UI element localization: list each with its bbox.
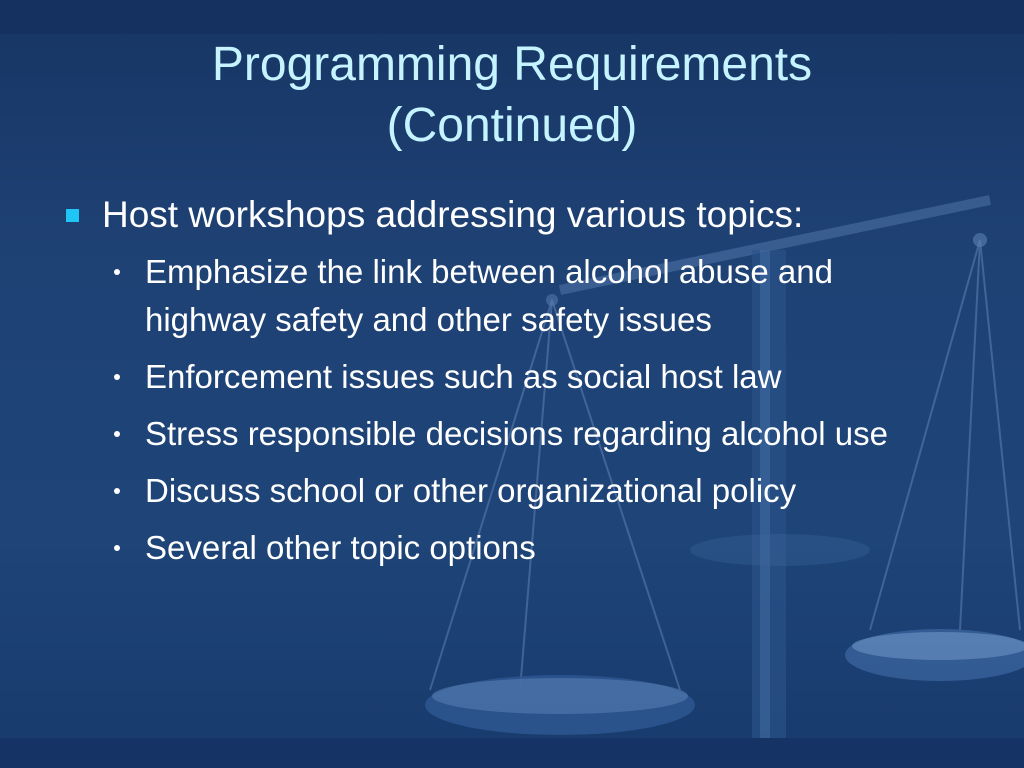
sub-bullet-list	[60, 248, 980, 572]
slide-title	[0, 34, 1024, 156]
slide-content	[60, 190, 980, 581]
sub-bullet-text: Several other topic options	[145, 529, 536, 566]
sub-bullet-text: Emphasize the link between alcohol abuse and highway safety and other safety issues	[145, 253, 833, 338]
main-bullet	[60, 190, 980, 240]
sub-bullet-text: Discuss school or other organizational policy	[145, 472, 797, 509]
round-bullet-icon	[114, 431, 120, 437]
round-bullet-icon	[114, 269, 120, 275]
sub-bullet	[60, 467, 955, 515]
sub-bullet	[60, 524, 955, 572]
title-line-1: Programming Requirements	[211, 38, 813, 91]
main-bullet-text: Host workshops addressing various topics:	[102, 194, 804, 235]
round-bullet-icon	[114, 545, 120, 551]
sub-bullet	[60, 410, 955, 458]
round-bullet-icon	[114, 374, 120, 380]
title-line-2: (Continued)	[386, 99, 638, 152]
sub-bullet	[60, 248, 955, 344]
sub-bullet-text: Stress responsible decisions regarding alcohol use	[145, 415, 888, 452]
sub-bullet	[60, 353, 955, 401]
sub-bullet-text: Enforcement issues such as social host law	[145, 358, 782, 395]
bottom-band	[0, 738, 1024, 768]
round-bullet-icon	[114, 488, 120, 494]
square-bullet-icon	[66, 209, 79, 222]
